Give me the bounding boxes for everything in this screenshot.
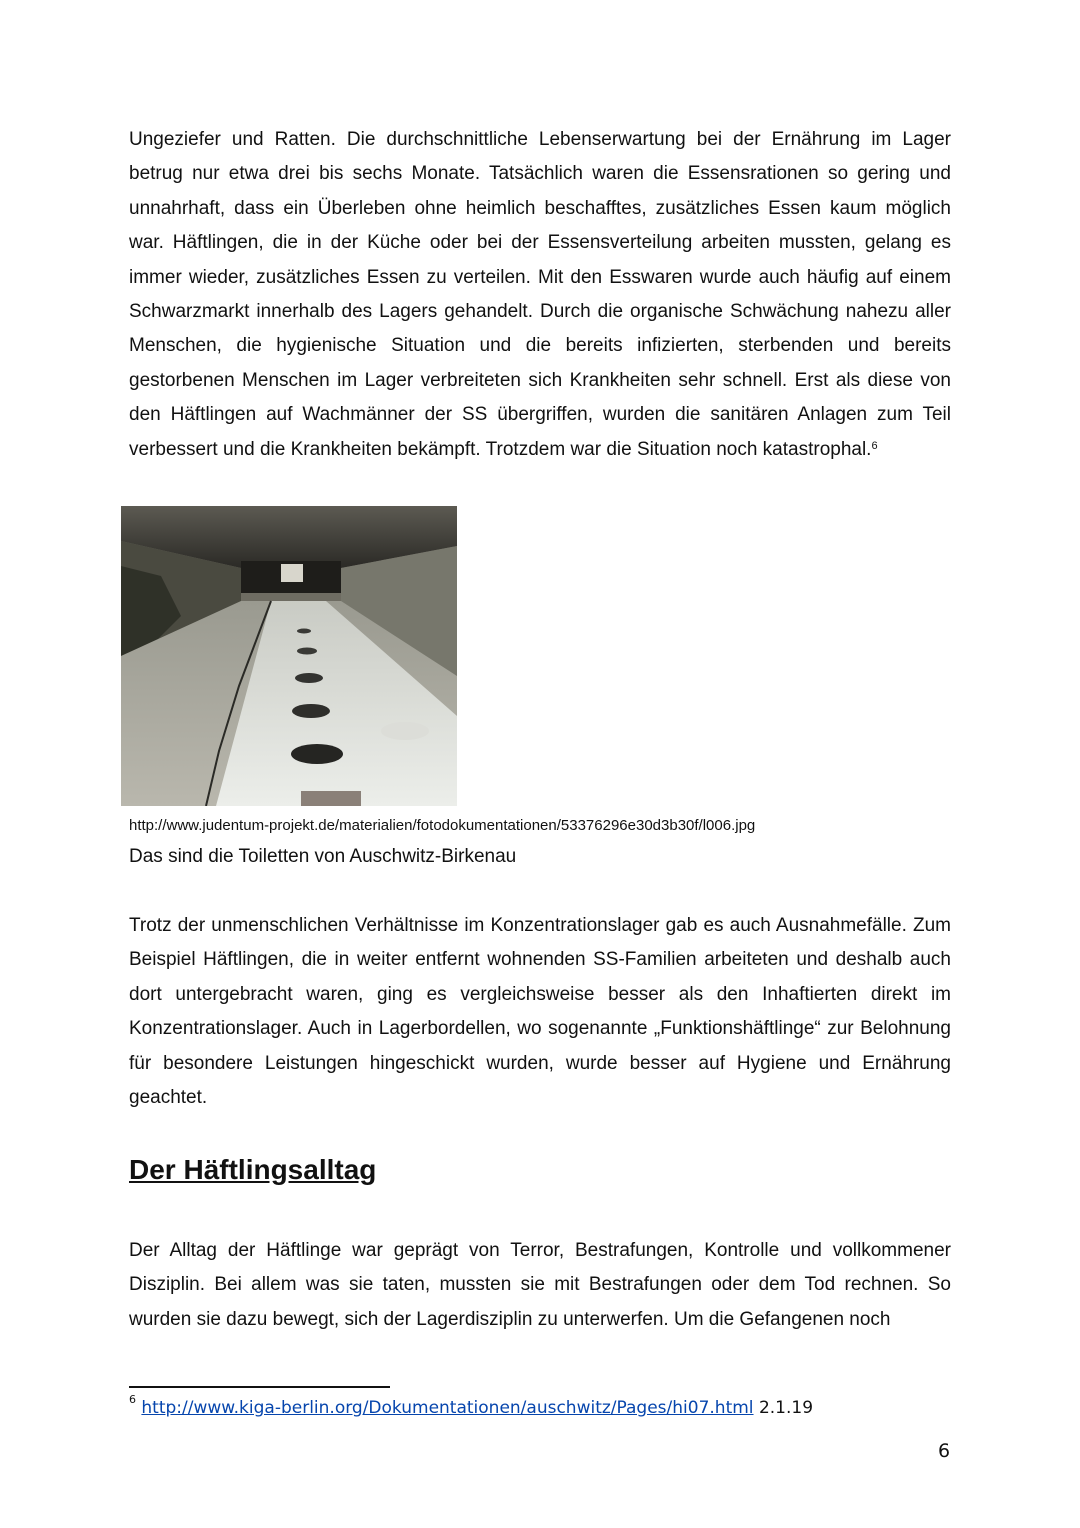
body-paragraph-2: Trotz der unmenschlichen Verhältnisse im Konzentrationslager gab es auch Ausnahmefälle. Zum Beispiel Häftlingen, die in weiter entfernt wohnenden SS-Familien arbeiteten und deshalb auch dort untergebracht waren, ging es vergleichsweise besser als den Inhaftierten direkt im Konzentrationslager. Auch in Lagerbordellen, wo sogenannte „Funktionshäftlinge“ zur Belohnung für besondere Leistungen hingeschickt wurden, wurde besser auf Hygiene und Ernährung geachtet. bbox=[129, 915, 951, 1109]
section-heading: Der Häftlingsalltag bbox=[129, 1154, 377, 1185]
image-source-url: http://www.judentum-projekt.de/materialien/fotodokumentationen/53376296e30d3b30f/l006.jpg bbox=[129, 817, 756, 834]
paragraph-text: Ungeziefer und Ratten. Die durchschnittliche Lebenserwartung bei der Ernährung im Lager betrug nur etwa drei bis sechs Monate. Tatsächlich waren die Essensrationen so gering und unnahrhaft, dass ein Überleben ohne heimlich beschafftes, zusätzliches Essen kaum möglich war. Häftlingen, die in der Küche oder bei der Essensverteilung arbeiten mussten, gelang es immer wieder, zusätzliches Essen zu verteilen. Mit den Esswaren wurde auch häufig auf einem Schwarzmarkt innerhalb des Lagers gehandelt. Durch die organische Schwächung nahezu aller Menschen, die hygienische Situation und die bereits infizierten, sterbenden und bereits gestorbenen Menschen im Lager verbreiteten sich Krankheiten sehr schnell. Erst als diese von den Häftlingen auf Wachmänner der SS übergriffen, wurden die sanitären Anlagen zum Teil verbessert und die Krankheiten bekämpft. Trotzdem war die Situation noch katastrophal. bbox=[129, 129, 951, 460]
footnote-link[interactable]: http://www.kiga-berlin.org/Dokumentationen/auschwitz/Pages/hi07.html bbox=[141, 1398, 754, 1418]
footnote bbox=[129, 1393, 814, 1418]
footnote-date: 2.1.19 bbox=[758, 1398, 814, 1418]
body-paragraph-1 bbox=[129, 123, 951, 467]
footnote-reference[interactable]: 6 bbox=[871, 439, 878, 452]
image-caption: Das sind die Toiletten von Auschwitz-Birkenau bbox=[129, 846, 517, 867]
footnote-divider bbox=[129, 1386, 390, 1388]
toilets-photo bbox=[121, 506, 457, 806]
page-number: 6 bbox=[938, 1440, 951, 1462]
body-paragraph-3: Der Alltag der Häftlinge war geprägt von Terror, Bestrafungen, Kontrolle und vollkommener Disziplin. Bei allem was sie taten, mussten sie mit Bestrafungen oder dem Tod rechnen. So wurden sie dazu bewegt, sich der Lagerdisziplin zu unterwerfen. Um die Gefangenen noch bbox=[129, 1240, 951, 1330]
footnote-number: 6 bbox=[129, 1393, 136, 1406]
